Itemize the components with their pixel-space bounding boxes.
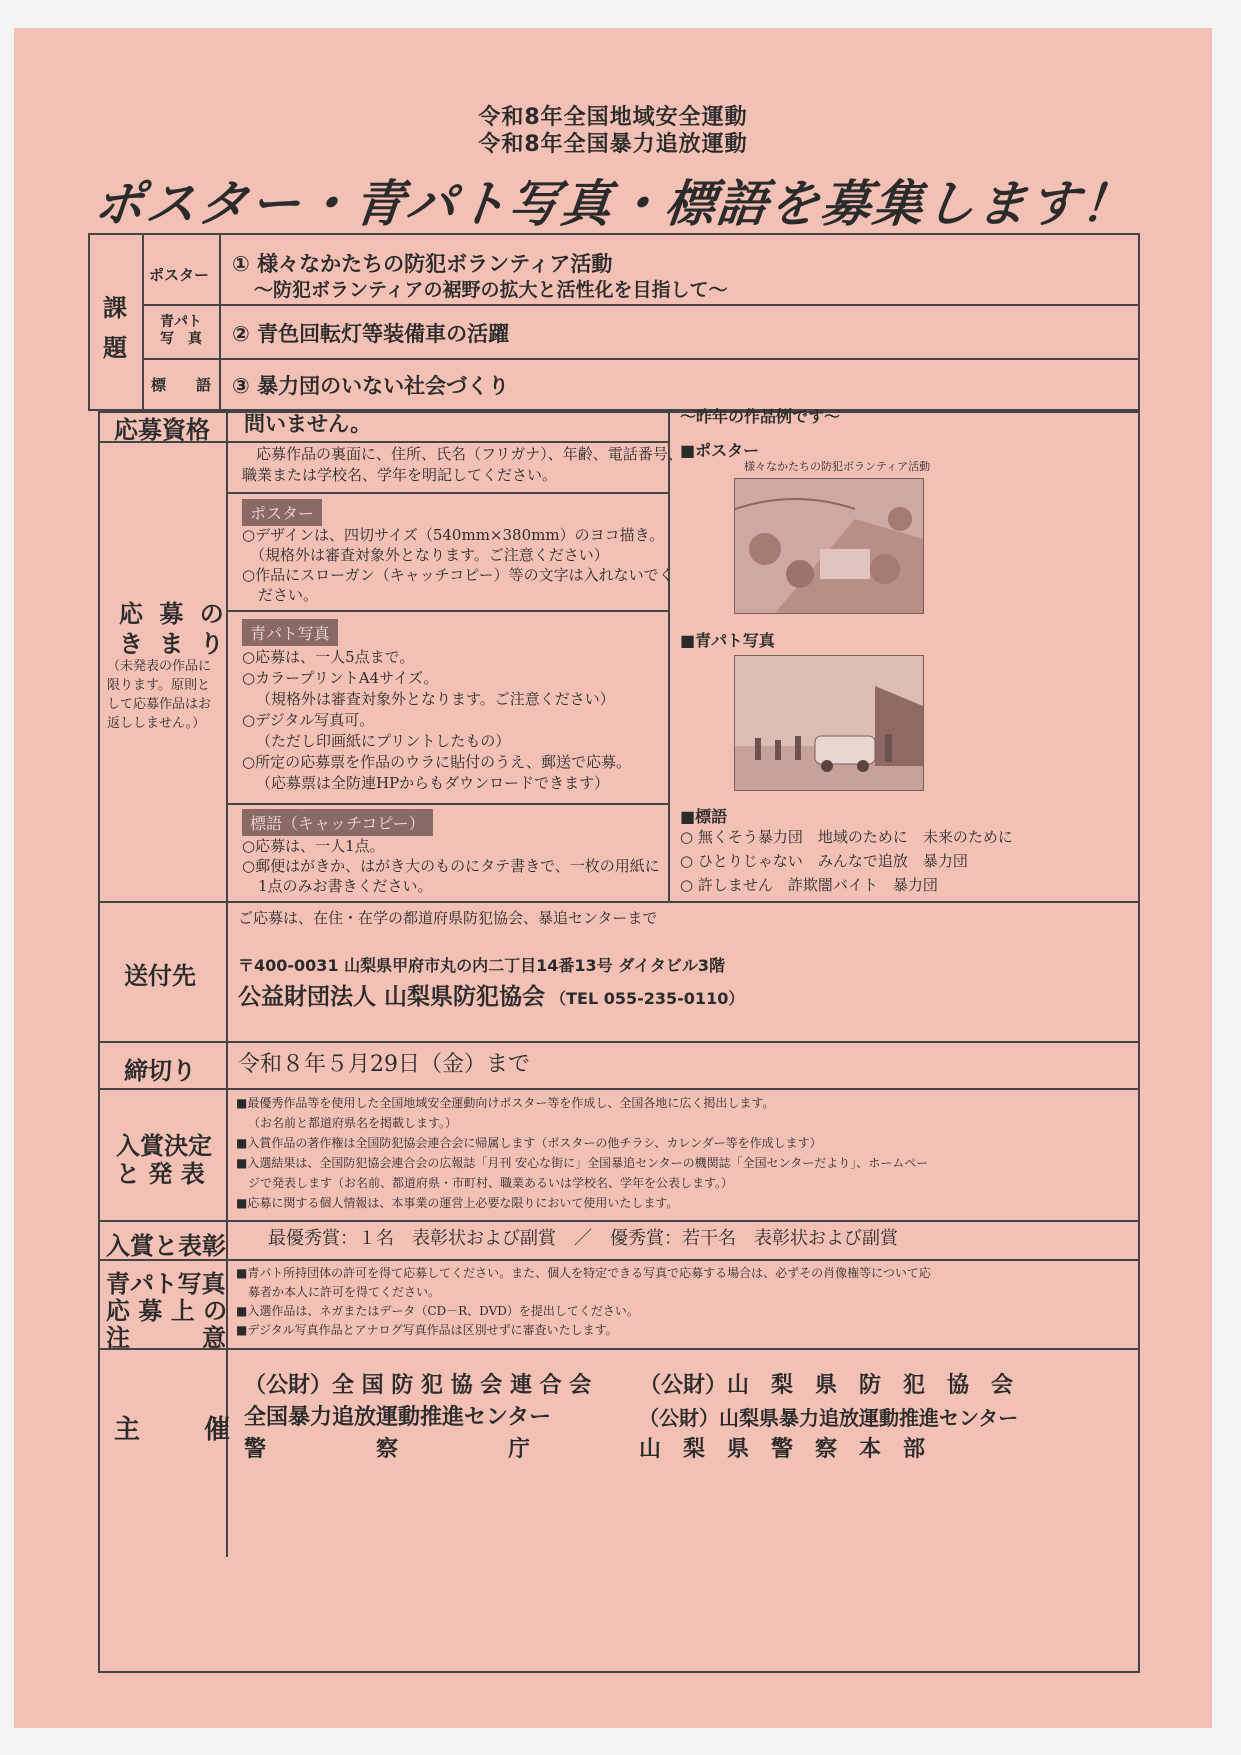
themes-label-2: 題 <box>103 334 127 362</box>
example-poster-caption: 様々なかたちの防犯ボランティア活動 <box>744 460 931 473</box>
flyer-sheet <box>14 28 1212 1728</box>
eligibility-value: 問いません。 <box>244 412 372 436</box>
theme-category-poster: ポスター <box>149 266 210 284</box>
cautions-label-3: 注 意 <box>106 1324 226 1352</box>
eligibility-label: 応募資格 <box>114 416 210 444</box>
poster-rules: ○デザインは、四切サイズ（540mm×380mm）のヨコ描き。 （規格外は審査対象外となります。ご注意ください） ○作品にスローガン（キャッチコピー）等の文字は入れないでく ださい。 <box>242 526 674 604</box>
organizer-national-association: （公財）全 国 防 犯 協 会 連 合 会 <box>244 1373 592 1398</box>
poster-tag: ポスター <box>242 499 322 526</box>
theme-poster-text: ① 様々なかたちの防犯ボランティア活動 <box>232 252 613 276</box>
cautions-text: ■青パト所持団体の許可を得て応募してください。また、個人を特定できる写真で応募する場合は、必ずその肖像権等について応 募者か本人に許可を得てください。 ■入選作品は、ネガまたはデータ（CD－R、DVD）を提出してください。 ■デジタル写真作品とアナログ写真作品は区別せずに審査いたします。 <box>236 1266 931 1337</box>
rules-label-1: 応 募 の <box>119 600 228 628</box>
destination-note: ご応募は、在住・在学の都道府県防犯協会、暴追センターまで <box>238 909 658 927</box>
theme-category-photo-1: 青パト <box>160 314 202 330</box>
organizer-npa: 警 察 庁 <box>244 1437 531 1462</box>
deadline-value: 令和８年５月29日（金）まで <box>238 1052 530 1077</box>
slogan-tag: 標語（キャッチコピー） <box>242 809 433 836</box>
organizer-yamanashi-association: （公財）山 梨 県 防 犯 協 会 <box>639 1373 1014 1398</box>
announcement-label-2: と 発 表 <box>116 1160 205 1188</box>
theme-slogan-text: ③ 暴力団のいない社会づくり <box>232 374 510 398</box>
example-slogan-2: ○ ひとりじゃない みんなで追放 暴力団 <box>680 852 968 870</box>
announcement-text: ■最優秀作品等を使用した全国地域安全運動向けポスター等を作成し、全国各地に広く掲出します。 （お名前と都道府県名を掲載します。） ■入賞作品の著作権は全国防犯協会連合会に帰属します（ポスターの他チラシ、カレンダー等を作成します） ■入選結果は、全国防犯協会連合会の広報誌「月刊 安心な街に」全国暴追センターの機関誌「全国センターだより」、ホームペー ジで発表します（お名前、都道府県・市町村、職業あるいは学校名、学年を公表します。） ■応募に関する個人情報は、本事業の運営上必要な限りにおいて使用いたします。 <box>236 1096 929 1210</box>
destination-org-line <box>238 978 744 1011</box>
organizers-left <box>244 1370 591 1466</box>
example-poster-label: ■ポスター <box>680 441 760 460</box>
example-poster-image <box>734 478 924 614</box>
theme-photo-text: ② 青色回転灯等装備車の活躍 <box>232 322 510 346</box>
example-slogan-1: ○ 無くそう暴力団 地域のために 未来のために <box>680 828 1013 846</box>
slogan-rules: ○応募は、一人1点。 ○郵便はがきか、はがき大のものにタテ書きで、一枚の用紙に 1点のみお書きください。 <box>242 837 660 895</box>
awards-value: 最優秀賞：１名 表彰状および副賞 ／ 優秀賞：若干名 表彰状および副賞 <box>268 1228 898 1249</box>
example-slogan-label: ■標語 <box>680 807 728 826</box>
organizers-right <box>639 1370 1018 1466</box>
example-photo-label: ■青パト写真 <box>680 631 775 650</box>
organizer-national-center: 全国暴力追放運動推進センター <box>244 1405 552 1430</box>
rules-label-2: き ま り <box>119 630 228 658</box>
main-title: ポスター・青パト写真・標語を募集します！ <box>91 175 1137 233</box>
theme-category-slogan: 標 語 <box>151 376 212 394</box>
examples-heading: ～昨年の作品例です～ <box>680 407 841 426</box>
awards-label: 入賞と表彰 <box>106 1232 226 1260</box>
destination-label: 送付先 <box>124 962 196 990</box>
rules-intro: 応募作品の裏面に、住所、氏名（フリガナ）、年齢、電話番号、 職業または学校名、学年を明記してください。 <box>242 445 683 484</box>
cautions-label-1: 青パト写真 <box>106 1270 226 1298</box>
destination-org: 公益財団法人 山梨県防犯協会 <box>238 984 546 1010</box>
example-slogans <box>680 825 1013 897</box>
organizers-label-1: 主 <box>114 1415 141 1445</box>
announcement-label-1: 入賞決定 <box>116 1132 212 1160</box>
destination-tel: （TEL 055-235-0110） <box>550 989 745 1008</box>
deadline-label: 締切り <box>124 1057 196 1085</box>
organizer-yamanashi-police: 山 梨 県 警 察 本 部 <box>639 1437 926 1462</box>
photo-rules: ○応募は、一人5点まで。 ○カラープリントA4サイズ。 （規格外は審査対象外となります。ご注意ください） ○デジタル写真可。 （ただし印画紙にプリントしたもの） ○所定の応募票を作品のウラに貼付のうえ、郵送で応募。 （応募票は全防連HPからもダウンロードできます） <box>242 648 631 792</box>
campaign-line-2: 令和8年全国暴力追放運動 <box>478 132 748 157</box>
cautions-label-2: 応 募 上 の <box>106 1297 228 1325</box>
rules-note: （未発表の作品に 限ります。原則と して応募作品はお 返ししません。） <box>107 659 212 731</box>
example-slogan-3: ○ 許しません 詐欺闇バイト 暴力団 <box>680 876 938 894</box>
example-photo-image <box>734 655 924 791</box>
destination-address: 〒400-0031 山梨県甲府市丸の内二丁目14番13号 ダイタビル3階 <box>238 956 726 975</box>
themes-label-1: 課 <box>103 294 127 322</box>
photo-tag: 青パト写真 <box>242 619 338 646</box>
theme-category-photo-2: 写 真 <box>160 331 202 347</box>
organizer-yamanashi-center: （公財）山梨県暴力追放運動推進センター <box>639 1406 1019 1430</box>
theme-poster-subtitle: ～防犯ボランティアの裾野の拡大と活性化を目指して～ <box>254 279 728 301</box>
campaign-line-1: 令和8年全国地域安全運動 <box>478 105 748 130</box>
organizers-label-2: 催 <box>204 1415 231 1445</box>
